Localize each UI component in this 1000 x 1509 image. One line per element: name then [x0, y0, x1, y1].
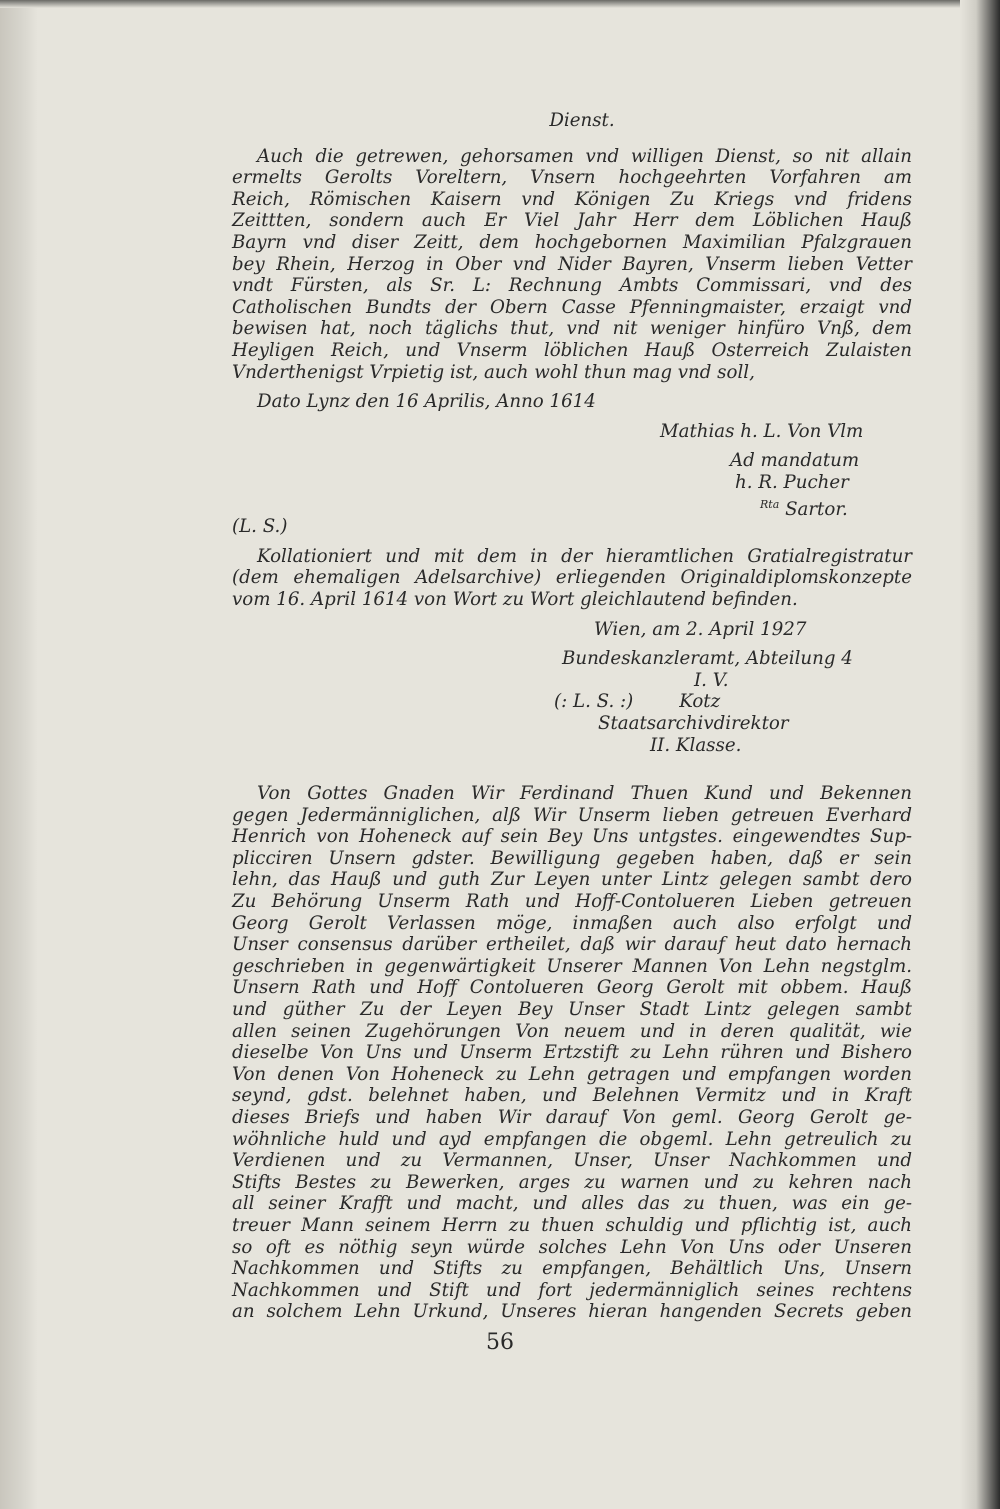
page-text: [232, 110, 912, 1323]
text-line: Reich, Römischen Kaisern vnd Königen Zu Kriegs vnd fridens: [232, 188, 912, 210]
text-line: allen seinen Zugehörungen Von neuem und in deren qualität, wie: [232, 1020, 912, 1042]
mandatum-line: Ad mandatum: [730, 450, 860, 472]
text-line: Von denen Von Hoheneck zu Lehn getragen und empfangen worden: [232, 1063, 912, 1085]
seal-kotz-line: [232, 691, 912, 713]
page-number: 56: [486, 1330, 514, 1355]
text-line: vndt Fürsten, als Sr. L: Rechnung Ambts Commissari, vnd des: [232, 275, 912, 297]
text-line: vom 16. April 1614 von Wort zu Wort gleichlautend befinden.: [232, 588, 798, 610]
place-date: Wien, am 2. April 1927: [594, 618, 807, 640]
kotz-name: Kotz: [679, 691, 721, 713]
text-line: Heyligen Reich, und Vnserm löblichen Hauß Osterreich Zulaisten: [232, 339, 912, 361]
text-line: bey Rhein, Herzog in Ober vnd Nider Bayren, Vnserm lieben Vetter: [232, 253, 912, 275]
text-line: seynd, gdst. belehnet haben, und Belehnen Vermitz und in Kraft: [232, 1085, 912, 1107]
pucher-line: h. R. Pucher: [735, 471, 849, 493]
text-line: (dem ehemaligen Adelsarchive) erliegenden Originaldiplomskonzepte: [232, 567, 912, 589]
section-heading: Dienst.: [549, 110, 615, 131]
text-line: gegen Jedermänniglichen, alß Wir Unserm lieben getreuen Everhard: [232, 804, 912, 826]
text-line: treuer Mann seinem Herrn zu thuen schuldig und pflichtig ist, auch: [232, 1214, 912, 1236]
text-line: dieses Briefs und haben Wir darauf Von geml. Georg Gerolt ge-: [232, 1107, 912, 1128]
signature-mathias: Mathias h. L. Von Vlm: [660, 420, 864, 442]
text-line: Stifts Bestes zu Bewerken, arges zu warnen und zu kehren nach: [232, 1171, 912, 1193]
seal-ls: (L. S.): [232, 516, 288, 538]
sartor-name: Sartor.: [785, 498, 848, 520]
text-line: all seiner Krafft und macht, und alles das zu thuen, was ein ge-: [232, 1193, 912, 1215]
director-class: II. Klasse.: [650, 734, 742, 756]
dated-line: Dato Lynz den 16 Aprilis, Anno 1614: [257, 391, 596, 413]
paragraph-kollationiert: [232, 546, 912, 611]
office-line: Bundeskanzleramt, Abteilung 4: [562, 648, 853, 670]
text-line: Kollationiert und mit dem in der hieramtlichen Gratialregistratur: [257, 545, 912, 567]
sartor-abbrev: Rta: [760, 497, 780, 511]
text-line: Nachkommen und Stifts zu empfangen, Behältlich Uns, Unsern: [232, 1258, 912, 1280]
text-line: Verdienen und zu Vermannen, Unser, Unser Nachkommen und: [232, 1150, 912, 1172]
text-line: Von Gottes Gnaden Wir Ferdinand Thuen Kund und Bekennen: [257, 783, 912, 805]
page-right-edge: [960, 0, 1000, 1509]
text-line: Vnderthenigst Vrpietig ist, auch wohl thun mag vnd soll,: [232, 361, 755, 383]
text-line: plicciren Unsern gdster. Bewilligung gegeben haben, daß er sein: [232, 847, 912, 869]
text-line: Zu Behörung Unserm Rath und Hoff-Contolueren Lieben getreuen: [232, 891, 912, 913]
text-line: bewisen hat, noch täglichs thut, vnd nit weniger hinfüro Vnß, dem: [232, 318, 912, 340]
text-line: an solchem Lehn Urkund, Unseres hieran hangenden Secrets geben: [232, 1301, 912, 1323]
text-line: lehn, das Hauß und guth Zur Leyen unter Lintz gelegen sambt dero: [232, 869, 912, 891]
paragraph-ferdinand: [232, 783, 912, 1323]
text-line: Unser consensus darüber ertheilet, daß wir darauf heut dato hernach: [232, 934, 912, 956]
text-line: dieselbe Von Uns und Unserm Ertzstift zu Lehn rühren und Bishero: [232, 1042, 912, 1064]
text-line: Georg Gerolt Verlassen möge, inmaßen auch also erfolgt und: [232, 912, 912, 934]
text-line: geschrieben in gegenwärtigkeit Unserer Mannen Von Lehn negstglm.: [232, 955, 912, 977]
iv-line: I. V.: [694, 669, 729, 691]
page-gutter: [0, 0, 38, 1509]
paragraph-dienst: [232, 146, 912, 384]
text-line: so oft es nöthig seyn würde solches Lehn Von Uns oder Unseren: [232, 1236, 912, 1258]
director-title: Staatsarchivdirektor: [598, 712, 789, 734]
page-top-edge: [0, 0, 1000, 8]
text-line: Bayrn vnd diser Zeitt, dem hochgebornen Maximilian Pfalzgrauen: [232, 231, 912, 253]
text-line: wöhnliche huld und ayd empfangen die obgeml. Lehn getreulich zu: [232, 1128, 912, 1150]
text-line: Auch die getrewen, gehorsamen vnd willigen Dienst, so nit allain: [257, 145, 912, 167]
text-line: und güther Zu der Leyen Bey Unser Stadt Lintz gelegen sambt: [232, 999, 912, 1021]
text-line: Zeittten, sondern auch Er Viel Jahr Herr dem Löblichen Hauß: [232, 210, 912, 232]
text-line: ermelts Gerolts Voreltern, Vnsern hochgeehrten Vorfahren am: [232, 167, 912, 189]
text-line: Henrich von Hoheneck auf sein Bey Uns untgstes. eingewendtes Sup-: [232, 826, 912, 848]
text-line: Nachkommen und Stift und fort jedermänniglich seines rechtens: [232, 1279, 912, 1301]
text-line: Catholischen Bundts der Obern Casse Pfenningmaister, erzaigt vnd: [232, 296, 912, 318]
seal-ls-2: (: L. S. :): [554, 691, 634, 713]
text-line: Unsern Rath und Hoff Contolueren Georg Gerolt mit obbem. Hauß: [232, 977, 912, 999]
